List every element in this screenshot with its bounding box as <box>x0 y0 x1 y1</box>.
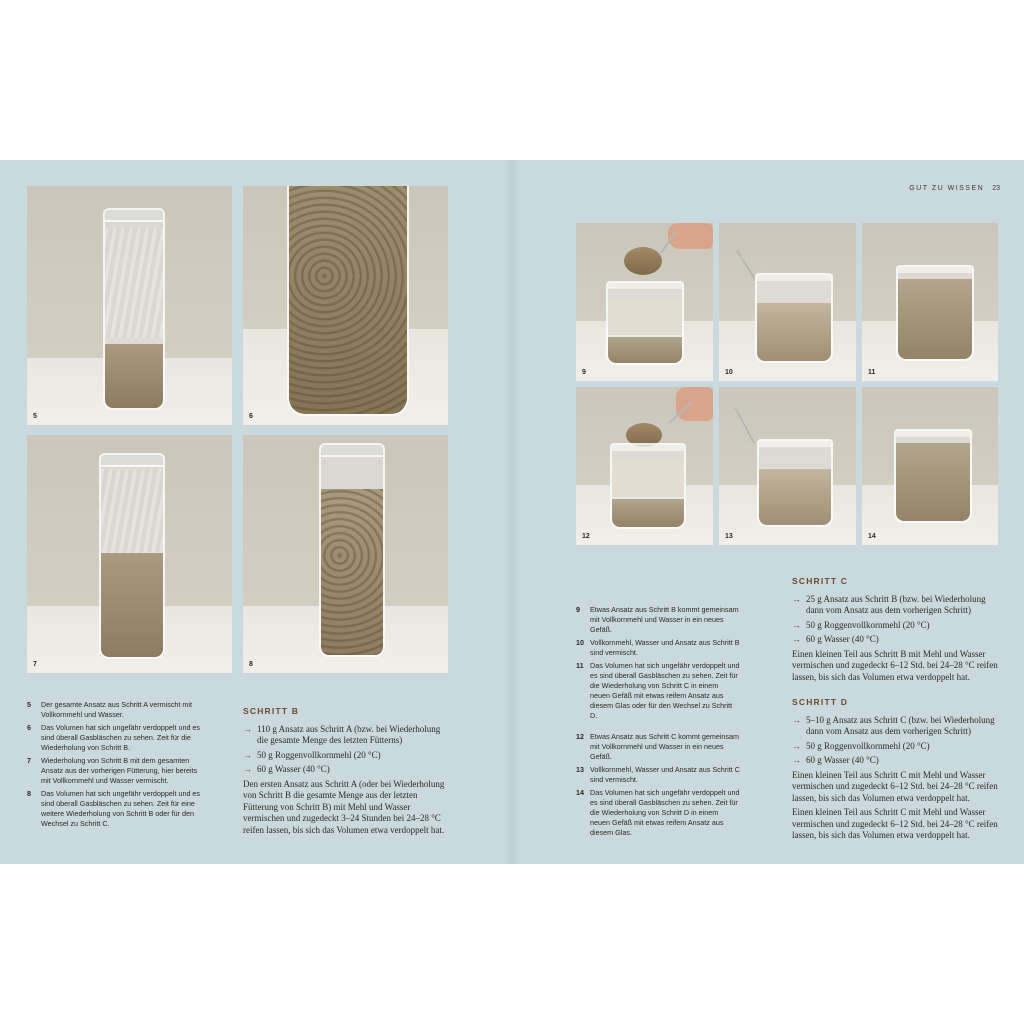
book-gutter <box>505 160 519 864</box>
caption-item: 6 Das Volumen hat sich ungefähr verdoppelt und es sind überall Gasbläschen zu sehen. Zeit für die Wiederholung von Schritt B. <box>27 723 201 752</box>
arrow-icon: → <box>792 714 801 725</box>
photo-7 <box>27 435 232 673</box>
ingredient: → 50 g Roggenvollkornmehl (20 °C) <box>792 740 930 751</box>
photo-number: 14 <box>868 533 876 540</box>
ingredient: → 110 g Ansatz aus Schritt A (bzw. bei Wiederholung die gesamte Menge des letzten Fütterns) <box>243 723 441 745</box>
ingredient: → 60 g Wasser (40 °C) <box>243 764 330 774</box>
schritt-b-heading: SCHRITT B <box>243 706 300 716</box>
weck-jar <box>610 443 686 529</box>
caption-item: 13 Vollkornmehl, Wasser und Ansatz aus Schritt C sind vermischt. <box>576 765 740 784</box>
arrow-icon: → <box>792 619 801 630</box>
schritt-c-heading: SCHRITT C <box>792 576 849 586</box>
schritt-cd-column <box>792 576 998 856</box>
photo-number: 11 <box>868 369 876 376</box>
photo-5 <box>27 186 232 425</box>
instruction-text: Den ersten Ansatz aus Schritt A (oder bei Wiederholung von Schritt B die gesamte Menge aus der letzten Fütterung von Schritt B) mit Mehl und Wasser vermischen und zugedeckt 3–24 Stunden bei 24–28 °C reifen lassen, bis sich das Volumen etwa verdoppelt hat. <box>243 778 445 835</box>
photo-number: 5 <box>33 413 37 420</box>
weck-jar <box>757 439 833 527</box>
arrow-icon: → <box>792 593 801 604</box>
instruction-text: Einen kleinen Teil aus Schritt C mit Mehl und Wasser vermischen und zugedeckt 6–12 Std. bei 24–28 °C reifen lassen, bis sich das Volumen etwa verdoppelt hat. <box>792 807 998 840</box>
caption-item: 12 Etwas Ansatz aus Schritt C kommt gemeinsam mit Vollkornmehl und Wasser in ein neues Gefäß. <box>576 732 739 761</box>
instruction-text: Einen kleinen Teil aus Schritt B mit Mehl und Wasser vermischen und zugedeckt 6–12 Std. bei 24–28 °C reifen lassen, bis sich das Volumen etwa verdoppelt hat. <box>792 648 998 682</box>
caption-item: 7 Wiederholung von Schritt B mit dem gesamten Ansatz aus der vorherigen Fütterung, hier bereits mit Vollkornmehl und Wasser vermischt. <box>27 756 198 785</box>
arrow-icon: → <box>243 723 252 734</box>
ingredient: → 50 g Roggenvollkornmehl (20 °C) <box>243 749 381 760</box>
tall-jar <box>319 443 385 657</box>
left-captions <box>27 700 205 832</box>
photo-12 <box>576 387 713 545</box>
hand <box>676 387 713 421</box>
ingredient: → 5–10 g Ansatz aus Schritt C (bzw. bei Wiederholung dann vom Ansatz aus dem vorherigen Schritt) <box>792 714 995 736</box>
photo-number: 7 <box>33 661 37 668</box>
caption-item: 9 Etwas Ansatz aus Schritt B kommt gemeinsam mit Vollkornmehl und Wasser in ein neues Gefäß. <box>576 605 739 634</box>
caption-item: 5 Der gesamte Ansatz aus Schritt A vermischt mit Vollkornmehl und Wasser. <box>27 700 192 719</box>
photo-11 <box>862 223 998 381</box>
caption-item: 8 Das Volumen hat sich ungefähr verdoppelt und es sind überall Gasbläschen zu sehen. Zeit für eine weitere Wiederholung von Schritt B oder für den Wechsel zu Schritt C. <box>27 789 201 828</box>
tall-jar <box>103 208 165 410</box>
schritt-d-heading: SCHRITT D <box>792 697 849 707</box>
weck-jar <box>894 429 972 523</box>
right-captions-a <box>576 605 740 724</box>
tall-jar-closeup <box>287 186 409 416</box>
ingredient: → 25 g Ansatz aus Schritt B (bzw. bei Wiederholung dann vom Ansatz aus dem vorherigen Schritt) <box>792 593 986 615</box>
caption-item: 11 Das Volumen hat sich ungefähr verdoppelt und es sind überall Gasbläschen zu sehen. Zeit für die Wiederholung von Schritt C in einem neuen Gefäß mit etwas reifem Ansatz aus diesem Glas oder für den Wechsel zu Schritt D. <box>576 661 740 720</box>
weck-jar <box>896 265 974 361</box>
photo-14 <box>862 387 998 545</box>
arrow-icon: → <box>243 749 252 760</box>
photo-13 <box>719 387 856 545</box>
ingredient: → 60 g Wasser (40 °C) <box>792 755 879 765</box>
spoon-bowl <box>624 247 662 275</box>
caption-item: 14 Das Volumen hat sich ungefähr verdoppelt und es sind überall Gasbläschen zu sehen. Zeit für die Wiederholung von Schritt D in einem neuen Gefäß mit etwas reifem Ansatz aus diesem Glas. <box>576 788 740 837</box>
schritt-d-block <box>792 697 998 842</box>
photo-number: 12 <box>582 533 590 540</box>
photo-number: 8 <box>249 661 253 668</box>
hand <box>668 223 713 249</box>
photo-9 <box>576 223 713 381</box>
page-number: 23 <box>992 185 1000 192</box>
photo-number: 13 <box>725 533 733 540</box>
section-title: GUT ZU WISSEN <box>909 185 985 192</box>
photo-8 <box>243 435 448 673</box>
photo-6 <box>243 186 448 425</box>
ingredient: → 60 g Wasser (40 °C) <box>792 634 879 644</box>
arrow-icon: → <box>243 764 252 774</box>
tall-jar <box>99 453 165 659</box>
instruction-text: Einen kleinen Teil aus Schritt C mit Mehl und Wasser vermischen und zugedeckt 6–12 Std. bei 24–28 °C reifen lassen, bis sich das Volumen etwa verdoppelt hat. <box>792 769 998 803</box>
photo-number: 9 <box>582 369 586 376</box>
weck-jar <box>755 273 833 363</box>
schritt-b-block <box>243 706 449 836</box>
caption-item: 10 Vollkornmehl, Wasser und Ansatz aus Schritt B sind vermischt. <box>576 638 740 657</box>
weck-jar <box>606 281 684 365</box>
schritt-c-block <box>792 576 998 683</box>
arrow-icon: → <box>792 634 801 644</box>
right-captions-b <box>576 732 740 841</box>
photo-10 <box>719 223 856 381</box>
arrow-icon: → <box>792 740 801 751</box>
photo-number: 6 <box>249 413 253 420</box>
running-header <box>900 185 1000 192</box>
photo-number: 10 <box>725 369 733 376</box>
arrow-icon: → <box>792 755 801 765</box>
ingredient: → 50 g Roggenvollkornmehl (20 °C) <box>792 619 930 630</box>
